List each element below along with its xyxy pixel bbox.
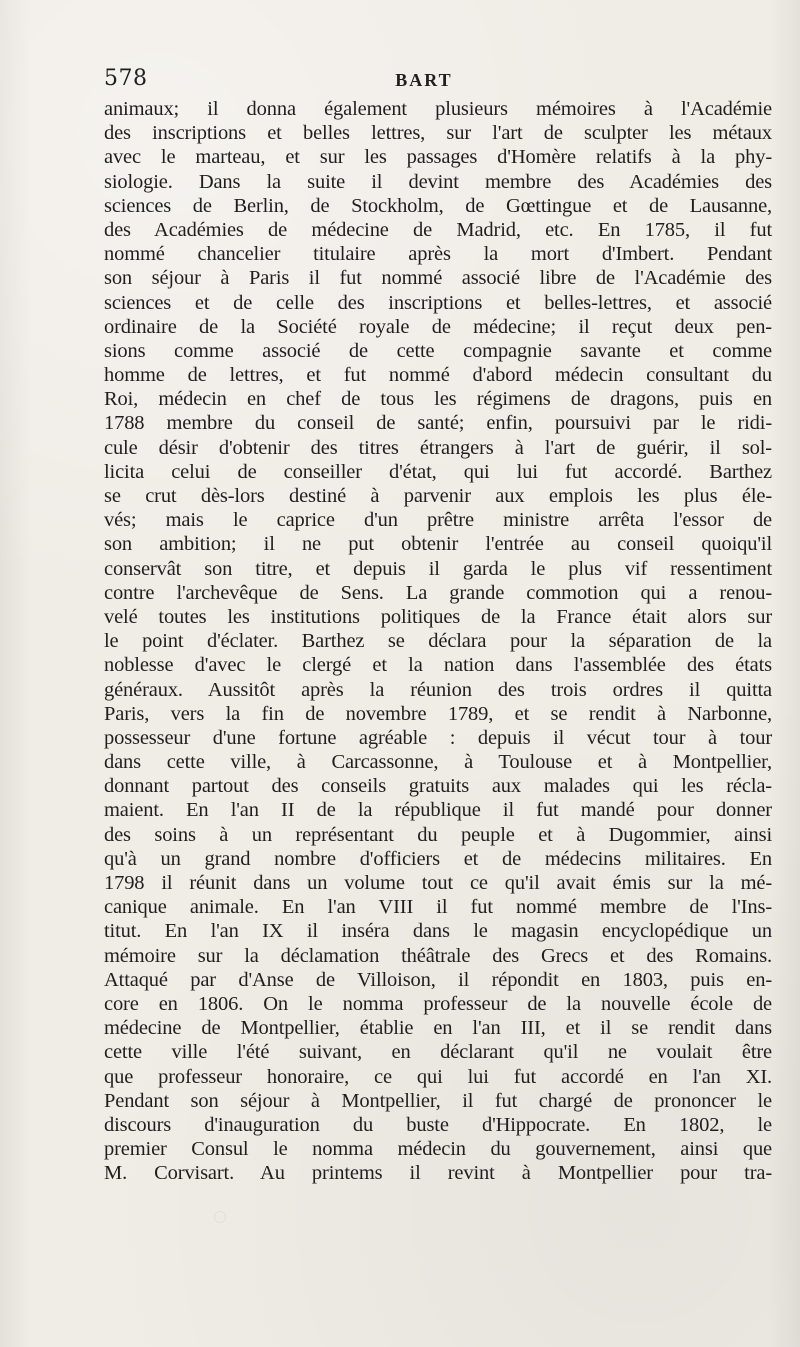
text-line: médecine de Montpellier, établie en l'an III, et il se rendit dans	[104, 1017, 772, 1040]
text-line: possesseur d'une fortune agréable : depuis il vécut tour à tour	[104, 726, 772, 749]
text-line: se crut dès-lors destiné à parvenir aux emplois les plus éle-	[104, 485, 772, 507]
text-line: donnant partout des conseils gratuits aux malades qui les récla-	[104, 775, 772, 798]
text-line: nommé chancelier titulaire après la mort d'Imbert. Pendant	[104, 243, 772, 266]
text-line: généraux. Aussitôt après la réunion des trois ordres il quitta	[104, 678, 772, 701]
text-line: sciences et de celle des inscriptions et belles-lettres, et associé	[104, 291, 772, 314]
running-head: BART	[395, 70, 453, 90]
text-line: noblesse d'avec le clergé et la nation dans l'assemblée des états	[104, 654, 772, 677]
text-line: son séjour à Paris il fut nommé associé libre de l'Académie des	[104, 267, 772, 290]
text-line: vés; mais le caprice d'un prêtre ministre arrêta l'essor de	[104, 509, 772, 532]
body-text	[104, 97, 772, 1185]
text-line: core en 1806. On le nomma professeur de la nouvelle école de	[104, 992, 772, 1015]
text-line: Roi, médecin en chef de tous les régimens de dragons, puis en	[104, 388, 772, 411]
text-line: licita celui de conseiller d'état, qui lui fut accordé. Barthez	[104, 460, 772, 483]
text-line: Pendant son séjour à Montpellier, il fut chargé de prononcer le	[104, 1089, 772, 1112]
text-line: des inscriptions et belles lettres, sur l'art de sculpter les métaux	[104, 122, 772, 145]
page-number: 578	[104, 66, 148, 91]
text-line: premier Consul le nomma médecin du gouvernement, ainsi que	[104, 1138, 772, 1161]
text-line: des Académies de médecine de Madrid, etc. En 1785, il fut	[104, 218, 772, 241]
text-line: siologie. Dans la suite il devint membre des Académies des	[104, 170, 772, 193]
text-line: qu'à un grand nombre d'officiers et de médecins militaires. En	[104, 847, 772, 870]
text-line: discours d'inauguration du buste d'Hippocrate. En 1802, le	[104, 1113, 772, 1136]
page-header	[104, 66, 744, 98]
text-line: mémoire sur la déclamation théâtrale des Grecs et des Romains.	[104, 944, 772, 967]
text-line: velé toutes les institutions politiques de la France était alors sur	[104, 605, 772, 628]
text-line: 1788 membre du conseil de santé; enfin, poursuivi par le ridi-	[104, 412, 772, 435]
text-line: animaux; il donna également plusieurs mémoires à l'Académie	[104, 98, 772, 120]
text-line: 1798 il réunit dans un volume tout ce qu'il avait émis sur la mé-	[104, 872, 772, 894]
text-line: homme de lettres, et fut nommé d'abord médecin consultant du	[104, 364, 772, 387]
text-line: canique animale. En l'an VIII il fut nommé membre de l'Ins-	[104, 896, 772, 919]
text-line: contre l'archevêque de Sens. La grande commotion qui a renou-	[104, 581, 772, 604]
text-line: M. Corvisart. Au printems il revint à Montpellier pour tra-	[104, 1162, 772, 1185]
text-line: titut. En l'an IX il inséra dans le magasin encyclopédique un	[104, 920, 772, 943]
paper-speck	[214, 1211, 226, 1223]
text-line: des soins à un représentant du peuple et à Dugommier, ainsi	[104, 823, 772, 846]
text-line: Paris, vers la fin de novembre 1789, et se rendit à Narbonne,	[104, 702, 772, 725]
text-line: cule désir d'obtenir des titres étrangers à l'art de guérir, il sol-	[104, 436, 772, 459]
text-line: que professeur honoraire, ce qui lui fut accordé en l'an XI.	[104, 1065, 772, 1088]
text-line: son ambition; il ne put obtenir l'entrée au conseil quoiqu'il	[104, 533, 772, 556]
text-line: cette ville l'été suivant, en déclarant qu'il ne voulait être	[104, 1041, 772, 1064]
text-line: avec le marteau, et sur les passages d'Homère relatifs à la phy-	[104, 146, 772, 169]
text-line: maient. En l'an II de la république il fut mandé pour donner	[104, 799, 772, 822]
text-line: ordinaire de la Société royale de médecine; il reçut deux pen-	[104, 315, 772, 338]
text-line: dans cette ville, à Carcassonne, à Toulouse et à Montpellier,	[104, 751, 772, 774]
text-line: Attaqué par d'Anse de Villoison, il répondit en 1803, puis en-	[104, 968, 772, 991]
text-line: sions comme associé de cette compagnie savante et comme	[104, 339, 772, 362]
text-line: conservât son titre, et depuis il garda le plus vif ressentiment	[104, 557, 772, 580]
text-line: sciences de Berlin, de Stockholm, de Gœttingue et de Lausanne,	[104, 194, 772, 217]
text-line: le point d'éclater. Barthez se déclara pour la séparation de la	[104, 630, 772, 653]
